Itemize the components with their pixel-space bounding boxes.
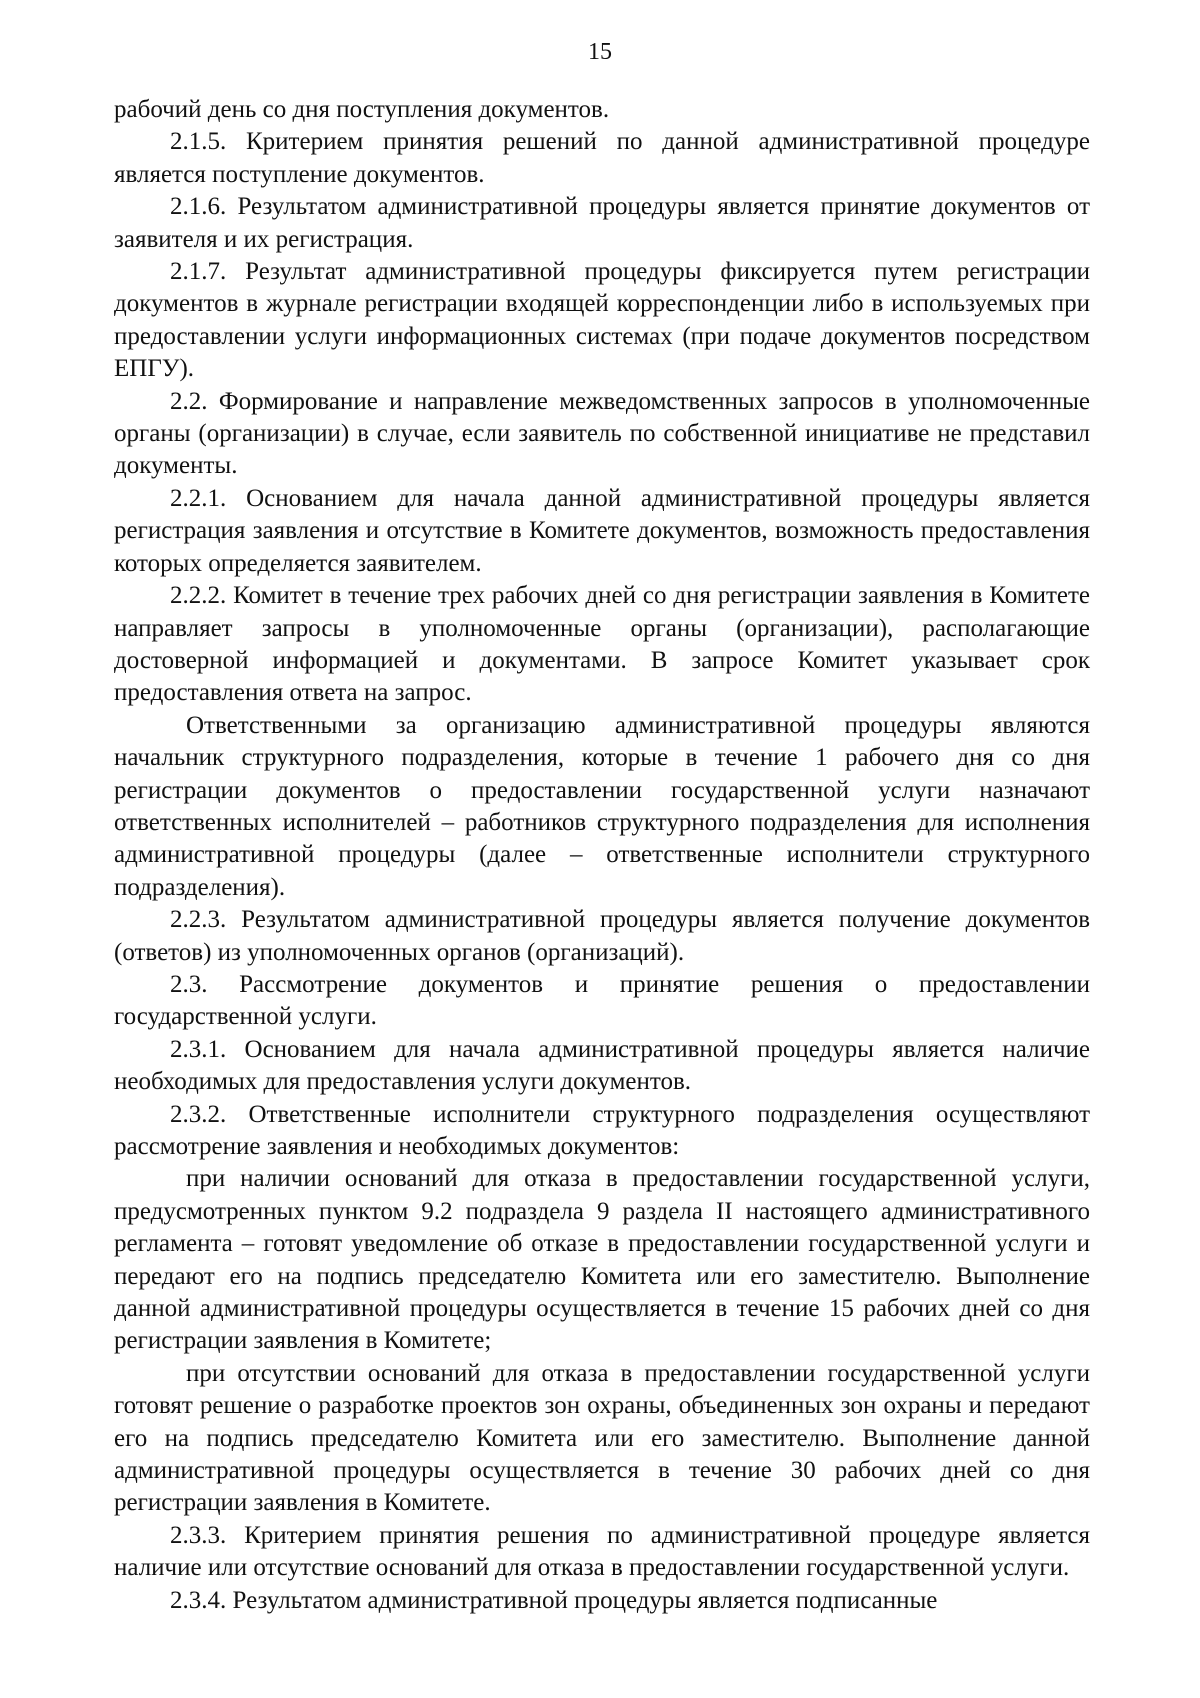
paragraph-approval-case: при отсутствии оснований для отказа в предоставлении государственной услуги готовят решение о разработке проектов зон охраны, объединенных зон охраны и передают его на подпись председателю Комитета или его заместителю. Выполнение данной административной процедуры осуществляется в течение 30 рабочих дней со дня регистрации заявления в Комитете. [114, 1359, 1090, 1517]
paragraph-continuation: рабочий день со дня поступления документов. [114, 96, 610, 123]
paragraph-2-3-2: 2.3.2. Ответственные исполнители структурного подразделения осуществляют рассмотрение заявления и необходимых документов: [114, 1100, 1090, 1160]
section-heading-2-2: 2.2. Формирование и направление межведомственных запросов в уполномоченные органы (организации) в случае, если заявитель по собственной инициативе не представил документы. [114, 387, 1090, 480]
document-body [114, 94, 1090, 1617]
page-number: 15 [588, 39, 612, 65]
paragraph-2-2-3: 2.2.3. Результатом административной процедуры является получение документов (ответов) из уполномоченных органов (организаций). [114, 906, 1090, 966]
paragraph-2-1-5: 2.1.5. Критерием принятия решений по данной административной процедуре является поступление документов. [114, 128, 1090, 188]
section-heading-2-3: 2.3. Рассмотрение документов и принятие решения о предоставлении государственной услуги. [114, 970, 1090, 1031]
paragraph-2-1-6: 2.1.6. Результатом административной процедуры является принятие документов от заявителя и их регистрация. [114, 193, 1090, 253]
paragraph-responsible-persons: Ответственными за организацию административной процедуры являются начальник структурного подразделения, которые в течение 1 рабочего дня со дня регистрации документов о предоставлении государственной услуги назначают ответственных исполнителей – работников структурного подразделения для исполнения административной процедуры (далее – ответственные исполнители структурного подразделения). [114, 711, 1090, 901]
paragraph-2-2-2: 2.2.2. Комитет в течение трех рабочих дней со дня регистрации заявления в Комитете направляет запросы в уполномоченные органы (организации), располагающие достоверной информацией и документами. В запросе Комитет указывает срок предоставления ответа на запрос. [114, 582, 1090, 707]
paragraph-2-1-7: 2.1.7. Результат административной процедуры фиксируется путем регистрации документов в журнале регистрации входящей корреспонденции либо в используемых при предоставлении услуги информационных системах (при подаче документов посредством ЕПГУ). [114, 258, 1090, 383]
paragraph-2-3-4: 2.3.4. Результатом административной процедуры является подписанные [170, 1586, 938, 1614]
paragraph-refusal-case: при наличии оснований для отказа в предоставлении государственной услуги, предусмотренных пунктом 9.2 подраздела 9 раздела II настоящего административного регламента – готовят уведомление об отказе в предоставлении государственной услуги и передают его на подпись председателю Комитета или его заместителю. Выполнение данной административной процедуры осуществляется в течение 15 рабочих дней со дня регистрации заявления в Комитете; [114, 1165, 1090, 1355]
paragraph-2-2-1: 2.2.1. Основанием для начала данной административной процедуры является регистрация заявления и отсутствие в Комитете документов, возможность предоставления которых определяется заявителем. [114, 484, 1090, 577]
paragraph-2-3-1: 2.3.1. Основанием для начала административной процедуры является наличие необходимых для предоставления услуги документов. [114, 1035, 1090, 1096]
paragraph-2-3-3: 2.3.3. Критерием принятия решения по административной процедуре является наличие или отсутствие оснований для отказа в предоставлении государственной услуги. [114, 1521, 1090, 1582]
